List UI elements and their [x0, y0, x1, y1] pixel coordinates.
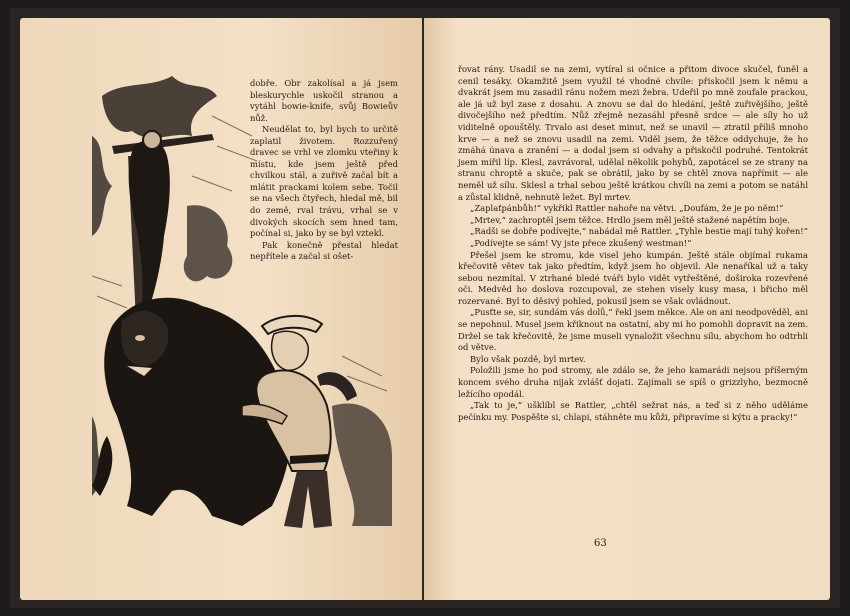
- paragraph: řovat rány. Usadil se na zemi, vytíral si očnice a přitom divoce skučel, funěl a cenil tesáky. Okamžitě jsem využil té vhodné chvíle: přiskočil jsem k němu a dvakrát jsem mu zasadil ránu nožem mezi žebra. Udeřil po mně zoufale prackou, ale já už byl zase z dosahu. A znovu se dal do hledání, ještě zuřivějšího, ještě divočejšího než předtím. Nůž zřejmě nezasáhl přesně srdce — ale síly ho už viditelně opouštěly. Trvalo asi deset minut, než se unavil — ztratil příliš mnoho krve — a než se znovu usadil na zemi. Viděl jsem, že těžce oddychuje, že ho zmáhá únava a zranění — a dodal jsem si odvahy a přiskočil podruhé. Tentokrát jsem mířil líp. Klesl, zavrávoral, udělal několik pohybů, zapotácel se ze strany na stranu chroptě a skuče, pak se obrátil, jako by se chtěl znova napřímit — ale neměl už sílu. Sklesl a trhal sebou ještě krátkou chvíli na zemi a potom se natáhl a zůstal klidně, nehnutě ležet. Byl mrtev.: [458, 64, 808, 202]
- open-book: [10, 8, 840, 608]
- paragraph: „Pusťte se, sir, sundám vás dolů,“ řekl jsem měkce. Ale on ani neodpověděl, ani se nepohnul. Musel jsem křiknout na ostatní, aby mi ho pomohli dopravit na zem. Držel se tak křečovitě, že jsme museli vynaložit všechnu sílu, abychom ho odtrhli od větve.: [458, 307, 808, 353]
- paragraph: „Radši se dobře podívejte,“ nabádal mě Rattler. „Tyhle bestie mají tuhý kořen!“: [470, 226, 808, 237]
- page-number: 63: [594, 538, 607, 549]
- right-page: [424, 18, 830, 600]
- paragraph: „Zaplaťpánbůh!“ vykřikl Rattler nahoře na větvi. „Doufám, že je po něm!“: [470, 203, 784, 214]
- paragraph: Neudělat to, byl bych to určitě zaplatil životem. Rozzuřený dravec se vrhl ve zlomku vteřiny k místu, kde jsem ještě před chvilkou stál, a zuřivě začal bít a mlátit prackami kolem sebe. Točil se na všech čtyřech, hledal mě, bil do země, rval trávu, vrhal se v divokých skocích sem hned tam, počínal si, jako by se byl vztekl.: [250, 124, 398, 239]
- paragraph: Pak konečně přestal hledat nepřítele a začal si ošet-: [250, 239, 398, 262]
- right-page-text: [458, 64, 808, 423]
- paragraph: Bylo však pozdě, byl mrtev.: [470, 353, 586, 364]
- paragraph: Přešel jsem ke stromu, kde visel jeho kumpán. Ještě stále objímal rukama křečovitě větev tak jako předtím, když jsem ho objevil. Ale nenaříkal už a taky sebou nezmítal. V ztrhané bledé tváři bylo vidět vytřeštěné, doširoka rozevřené oči. Medvěd ho doslova rozcupoval, ze stehen visely kusy masa, i břicho měl rozervané. Byl to děsivý pohled, pokusil jsem se však ovládnout.: [458, 249, 808, 306]
- paragraph: „Podívejte se sám! Vy jste přece zkušený westman!“: [470, 237, 692, 248]
- paragraph: Položili jsme ho pod stromy, ale zdálo se, že jeho kamarádi nejsou příšerným koncem svého druha nijak zvlášť dojati. Zajímali se spíš o grizzlyho, bezmocně ležícího opodál.: [458, 365, 808, 399]
- paragraph: „Tak to je,“ ušklíbl se Rattler, „chtěl sežrat nás, a teď si z něho uděláme pečínku my. Pospěšte si, chlapi, stáhněte mu kůži, připravíme si kýtu a pracky!“: [458, 400, 808, 422]
- paragraph: dobře. Obr zakolísal a já jsem bleskurychle uskočil stranou a vytáhl bowie-knife, svůj Bowieův nůž.: [250, 78, 398, 123]
- left-page: [20, 18, 422, 600]
- paragraph: „Mrtev,“ zachroptěl jsem těžce. Hrdlo jsem měl ještě stažené napětím boje.: [470, 214, 790, 225]
- left-page-text: [250, 78, 398, 263]
